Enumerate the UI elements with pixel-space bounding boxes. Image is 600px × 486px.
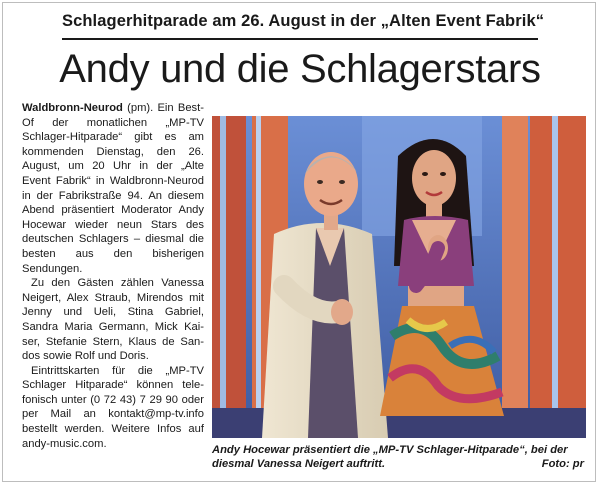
dateline: Waldbronn-Neurod	[22, 102, 123, 114]
article-photo	[212, 116, 586, 438]
article-headline: Andy und die Schlagerstars	[59, 47, 541, 91]
caption-text: Andy Hocewar präsentiert die „MP-TV Schlager-Hitparade“, bei der diesmal Vanessa Neigert auftritt.	[212, 444, 568, 471]
article-paragraph: Zu den Gästen zählen Vanessa Neigert, Alex Straub, Mirendos mit Jenny und Ueli, Stina Gabriel, Sandra Maria Germann, Mick Kaiser, Stefanie Stern, Klaus de Sandos sowie Rolf und Doris.	[22, 277, 204, 363]
paragraph-text: (pm). Ein Best-Of der monatlichen „MP-TV Schlager-Hitparade“ gibt es am kommenden Dienstag, den 26. August, um 20 Uhr in der „Alte Event Fabrik“ in Waldbronn-Neurod in der Fabrikstraße 94. An diesem Abend präsentiert Moderator Andy Hocewar wieder neun Stars des deutschen Schlagers – diesmal die besten aus den bisherigen Sendungen.	[22, 102, 204, 275]
article-paragraph	[22, 101, 204, 276]
article-kicker: Schlagerhitparade am 26. August in der „Alten Event Fabrik“	[62, 12, 545, 30]
photo-caption	[212, 443, 586, 472]
photo-credit: Foto: pr	[541, 458, 584, 471]
article-body	[22, 101, 204, 451]
kicker-underline	[62, 38, 538, 40]
article-paragraph: Eintrittskarten für die „MP-TV Schlager Hitparade“ können telefonisch unter (0 72 43) 7 29 90 oder per Mail an kontakt@mp-tv.info bestellt werden. Weitere Infos auf andy-music.com.	[22, 364, 204, 450]
